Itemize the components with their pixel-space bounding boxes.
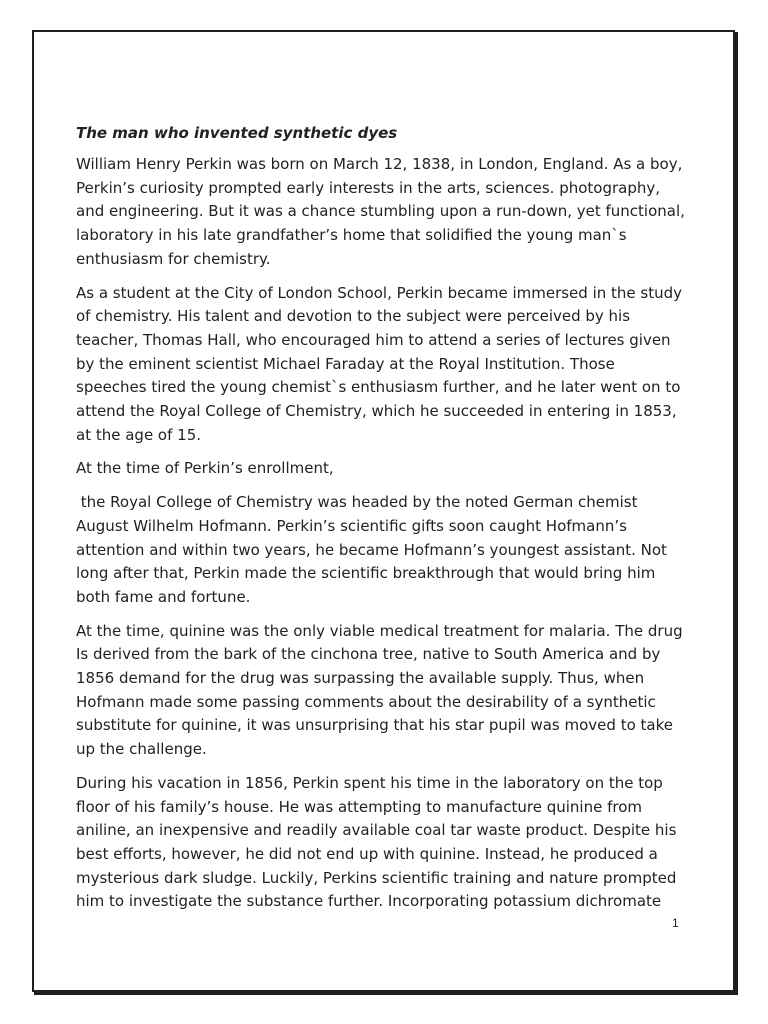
paragraph-4: the Royal College of Chemistry was headed by the noted German chemist August Wilhelm Hofmann. Perkin’s scientific gifts soon caught Hofmann’s attention and within two years, he became Hofmann’s youngest assistant. Not long after that, Perkin made the scientific breakthrough that would bring him both fame and fortune.	[76, 493, 672, 606]
page-content	[76, 122, 690, 924]
paragraph-3: At the time of Perkin’s enrollment,	[76, 459, 334, 478]
page-shadow-right	[735, 32, 738, 995]
paragraph-5: At the time, quinine was the only viable medical treatment for malaria. The drug Is derived from the bark of the cinchona tree, native to South America and by 1856 demand for the drug was surpassing the available supply. Thus, when Hofmann made some passing comments about the desirability of a synthetic substitute for quinine, it was unsurprising that his star pupil was moved to take up the challenge.	[76, 621, 683, 759]
page-number: 1	[672, 916, 679, 930]
paragraph-1: William Henry Perkin was born on March 12, 1838, in London, England. As a boy, Perkin’s curiosity prompted early interests in the arts, sciences. photography, and engineering. But it was a chance stumbling upon a run-down, yet functional, laboratory in his late grandfather’s home that solidified the young man`s enthusiasm for chemistry.	[76, 155, 690, 268]
paragraph-6: During his vacation in 1856, Perkin spent his time in the laboratory on the top floor of his family’s house. He was attempting to manufacture quinine from aniline, an inexpensive and readily available coal tar waste product. Despite his best efforts, however, he did not end up with quinine. Instead, he produced a mysterious dark sludge. Luckily, Perkins scientific training and nature prompted him to investigate the substance further. Incorporating potassium dichromate	[76, 773, 677, 911]
paragraph-2: As a student at the City of London School, Perkin became immersed in the study of chemistry. His talent and devotion to the subject were perceived by his teacher, Thomas Hall, who encouraged him to attend a series of lectures given by the eminent scientist Michael Faraday at the Royal Institution. Those speeches tired the young chemist`s enthusiasm further, and he later went on to attend the Royal College of Chemistry, which he succeeded in entering in 1853, at the age of 15.	[76, 283, 682, 444]
document-title: The man who invented synthetic dyes	[76, 124, 398, 142]
page-shadow-bottom	[34, 992, 737, 995]
